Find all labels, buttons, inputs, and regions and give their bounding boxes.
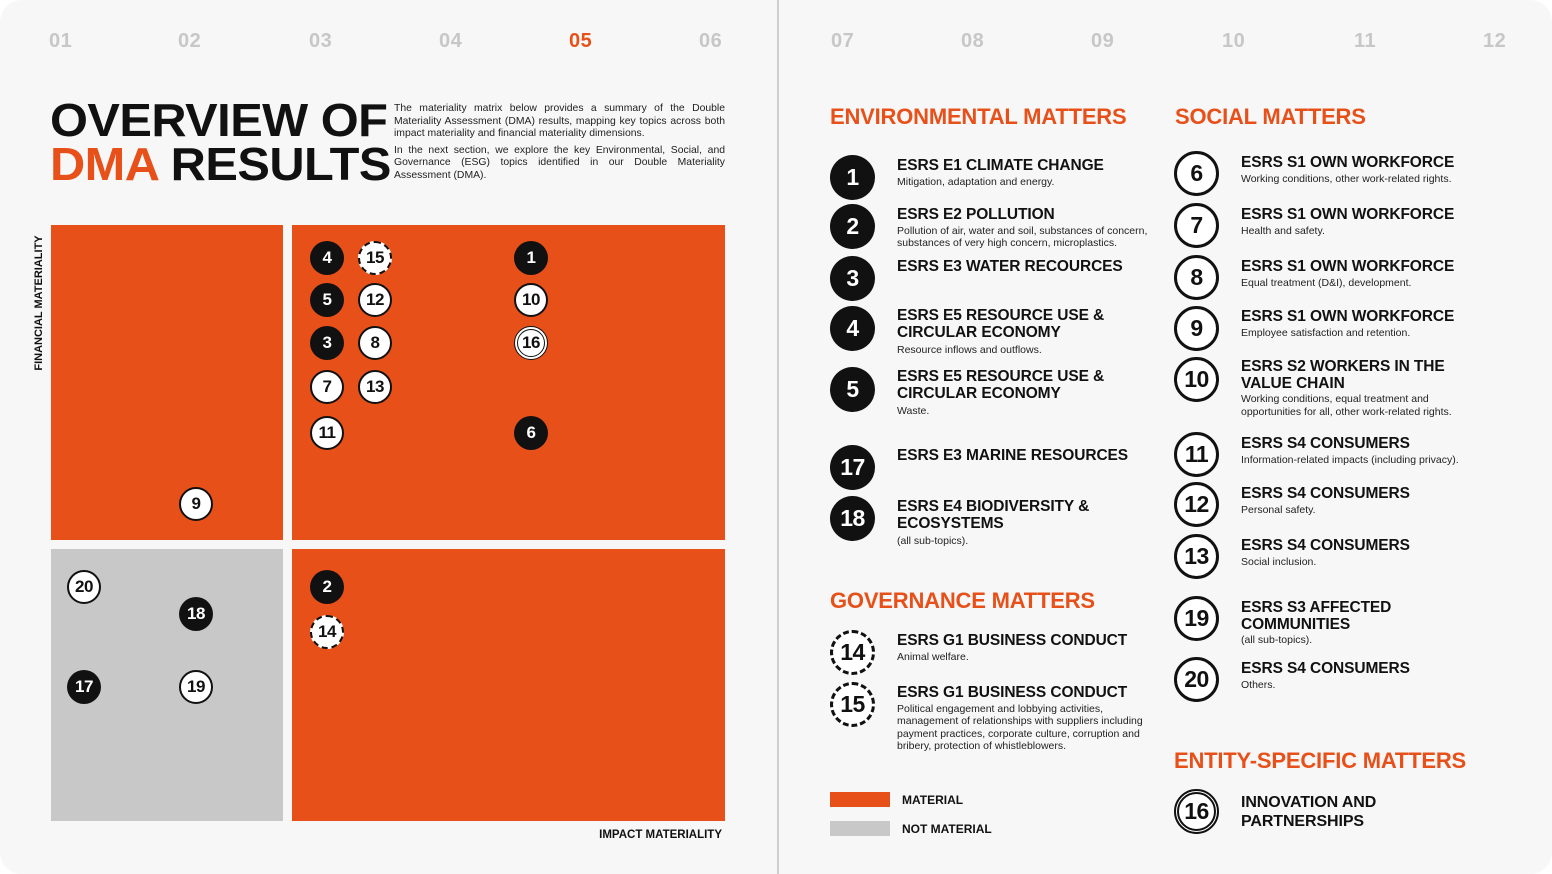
topic-text-17 [897,448,1157,465]
topic-badge-4: 4 [830,306,875,351]
topic-text-1 [897,158,1147,188]
topic-title-10: ESRS S2 WORKERS IN THE VALUE CHAIN [1241,358,1445,392]
title-line-2 [50,138,391,190]
legend-label-not-material: NOT MATERIAL [902,821,992,836]
intro-paragraph-1: The materiality matrix below provides a summary of the Double Materiality Assessment (DMA) results, mapping key topics across both impact materiality and financial materiality dimensions. [394,103,725,139]
topic-text-15 [897,685,1162,753]
topic-title-14: ESRS G1 BUSINESS CONDUCT [897,632,1128,649]
topic-title-3: ESRS E3 WATER RECOURCES [897,258,1123,275]
topic-title-9: ESRS S1 OWN WORKFORCE [1241,308,1455,325]
topic-badge-1: 1 [830,155,875,200]
quadrant-top-left [51,225,283,540]
topic-title-1: ESRS E1 CLIMATE CHANGE [897,157,1104,174]
topic-desc-2: Pollution of air, water and soil, substances of concern, substances of very high concern, microplastics. [897,224,1148,250]
page-number-12[interactable]: 12 [1483,30,1507,52]
topic-desc-15: Political engagement and lobbying activities, management of relationships with suppliers including payment practices, corporate culture, corruption and bribery, protection of whistleblowers. [897,702,1143,753]
matrix-badge-3: 3 [310,326,344,360]
matrix-badge-17: 17 [67,670,101,704]
page-number-06[interactable]: 06 [699,30,723,52]
topic-title-4: ESRS E5 RESOURCE USE & CIRCULAR ECONOMY [897,307,1105,341]
matrix-badge-9: 9 [179,487,213,521]
page-title [50,94,391,190]
topic-text-3 [897,259,1147,276]
topic-badge-16: 16 [1174,789,1219,834]
matrix-badge-19: 19 [179,670,213,704]
legend-item-material [830,792,963,807]
legend-swatch-not-material [830,821,890,836]
topic-badge-2: 2 [830,204,875,249]
topic-desc-14: Animal welfare. [897,650,969,663]
topic-badge-14: 14 [830,630,875,675]
topic-text-7 [1241,207,1491,237]
page-number-10[interactable]: 10 [1222,30,1246,52]
topic-badge-5: 5 [830,367,875,412]
quadrant-bottom-right [292,549,725,821]
topic-title-18: ESRS E4 BIODIVERSITY & ECOSYSTEMS [897,498,1090,532]
topic-badge-13: 13 [1174,534,1219,579]
topic-badge-3: 3 [830,256,875,301]
topic-badge-19: 19 [1174,596,1219,641]
title-line-1: OVERVIEW OF [50,94,388,146]
topic-text-12 [1241,486,1491,516]
topic-desc-10: Working conditions, equal treatment and opportunities for all, other work-related rights. [1241,393,1452,418]
topic-title-13: ESRS S4 CONSUMERS [1241,537,1410,554]
topic-title-11: ESRS S4 CONSUMERS [1241,435,1410,452]
title-rest: RESULTS [157,138,391,190]
matrix-badge-12: 12 [358,283,392,317]
matrix-badge-18: 18 [179,597,213,631]
topic-badge-18: 18 [830,496,875,541]
legend-swatch-material [830,792,890,807]
topic-desc-18: (all sub-topics). [897,535,969,547]
page-number-11[interactable]: 11 [1354,30,1377,52]
page-number-07[interactable]: 07 [831,30,855,52]
title-accent: DMA [50,138,158,190]
right-page [779,0,1552,874]
topic-title-12: ESRS S4 CONSUMERS [1241,485,1410,502]
matrix-badge-6: 6 [514,416,548,450]
page-number-01[interactable]: 01 [49,30,73,52]
topic-badge-10: 10 [1174,357,1219,402]
topic-desc-19: (all sub-topics). [1241,634,1313,646]
topic-text-5 [897,369,1137,418]
matrix-badge-1: 1 [514,241,548,275]
topic-desc-11: Information-related impacts (including privacy). [1241,453,1459,466]
legend-label-material: MATERIAL [902,792,964,807]
topic-badge-12: 12 [1174,482,1219,527]
topic-desc-6: Working conditions, other work-related rights. [1241,172,1452,185]
topic-title-8: ESRS S1 OWN WORKFORCE [1241,258,1455,275]
environmental-heading: ENVIRONMENTAL MATTERS [830,104,1127,129]
matrix-badge-20: 20 [67,570,101,604]
matrix-badge-2: 2 [310,570,344,604]
page-number-05[interactable]: 05 [569,30,593,52]
topic-text-4 [897,308,1137,357]
topic-title-7: ESRS S1 OWN WORKFORCE [1241,206,1455,223]
topic-title-19: ESRS S3 AFFECTED COMMUNITIES [1241,599,1392,633]
intro-paragraph-2: In the next section, we explore the key Environmental, Social, and Governance (ESG) topics identified in our Double Materiality Assessment (DMA). [394,144,725,181]
governance-heading: GOVERNANCE MATTERS [830,588,1095,613]
topic-title-15: ESRS G1 BUSINESS CONDUCT [897,684,1128,701]
topic-title-5: ESRS E5 RESOURCE USE & CIRCULAR ECONOMY [897,368,1105,402]
page-number-03[interactable]: 03 [309,30,333,52]
topic-text-8 [1241,259,1491,289]
topic-desc-4: Resource inflows and outflows. [897,344,1042,356]
topic-badge-20: 20 [1174,657,1219,702]
topic-desc-7: Health and safety. [1241,224,1325,237]
topic-text-9 [1241,309,1491,339]
matrix-badge-14: 14 [310,615,344,649]
topic-title-20: ESRS S4 CONSUMERS [1241,660,1410,677]
topic-desc-13: Social inclusion. [1241,555,1317,568]
page-number-09[interactable]: 09 [1091,30,1115,52]
topic-badge-9: 9 [1174,306,1219,351]
topic-text-20 [1241,661,1491,691]
topic-desc-12: Personal safety. [1241,503,1316,516]
intro-text [394,103,725,182]
page-number-08[interactable]: 08 [961,30,985,52]
topic-badge-6: 6 [1174,151,1219,196]
topic-desc-9: Employee satisfaction and retention. [1241,326,1411,339]
matrix-badge-13: 13 [358,370,392,404]
x-axis-label: IMPACT MATERIALITY [599,829,722,841]
topic-badge-15: 15 [830,682,875,727]
page-number-02[interactable]: 02 [178,30,202,52]
matrix-badge-16: 16 [514,326,548,360]
topic-text-13 [1241,538,1491,568]
topic-text-11 [1241,436,1491,466]
topic-desc-5: Waste. [897,405,930,417]
topic-text-19 [1241,600,1491,647]
topic-text-16 [1241,793,1461,831]
entity-specific-heading: ENTITY-SPECIFIC MATTERS [1174,748,1467,773]
topic-title-17: ESRS E3 MARINE RESOURCES [897,447,1129,464]
topic-desc-20: Others. [1241,678,1276,691]
topic-title-2: ESRS E2 POLLUTION [897,206,1055,223]
matrix-badge-10: 10 [514,283,548,317]
topic-desc-1: Mitigation, adaptation and energy. [897,175,1055,188]
topic-title-6: ESRS S1 OWN WORKFORCE [1241,154,1455,171]
topic-text-6 [1241,155,1491,185]
social-heading: SOCIAL MATTERS [1175,104,1366,129]
topic-badge-17: 17 [830,445,875,490]
topic-text-10 [1241,359,1481,418]
topic-badge-8: 8 [1174,255,1219,300]
topic-badge-11: 11 [1174,432,1219,477]
matrix-badge-11: 11 [310,416,344,450]
topic-text-2 [897,207,1167,250]
quadrant-top-right [292,225,725,540]
legend-item-not-material [830,821,992,836]
topic-badge-7: 7 [1174,203,1219,248]
matrix-badge-5: 5 [310,283,344,317]
matrix-badge-15: 15 [358,241,392,275]
y-axis-label [32,225,46,380]
y-axis-text: FINANCIAL MATERIALITY [33,234,45,371]
matrix-badge-8: 8 [358,326,392,360]
topic-desc-8: Equal treatment (D&I), development. [1241,276,1412,289]
topic-text-14 [897,633,1157,663]
matrix-badge-4: 4 [310,241,344,275]
matrix-badge-7: 7 [310,370,344,404]
topic-text-18 [897,499,1137,548]
topic-title-16: INNOVATION AND PARTNERSHIPS [1241,794,1377,830]
page-number-04[interactable]: 04 [439,30,463,52]
